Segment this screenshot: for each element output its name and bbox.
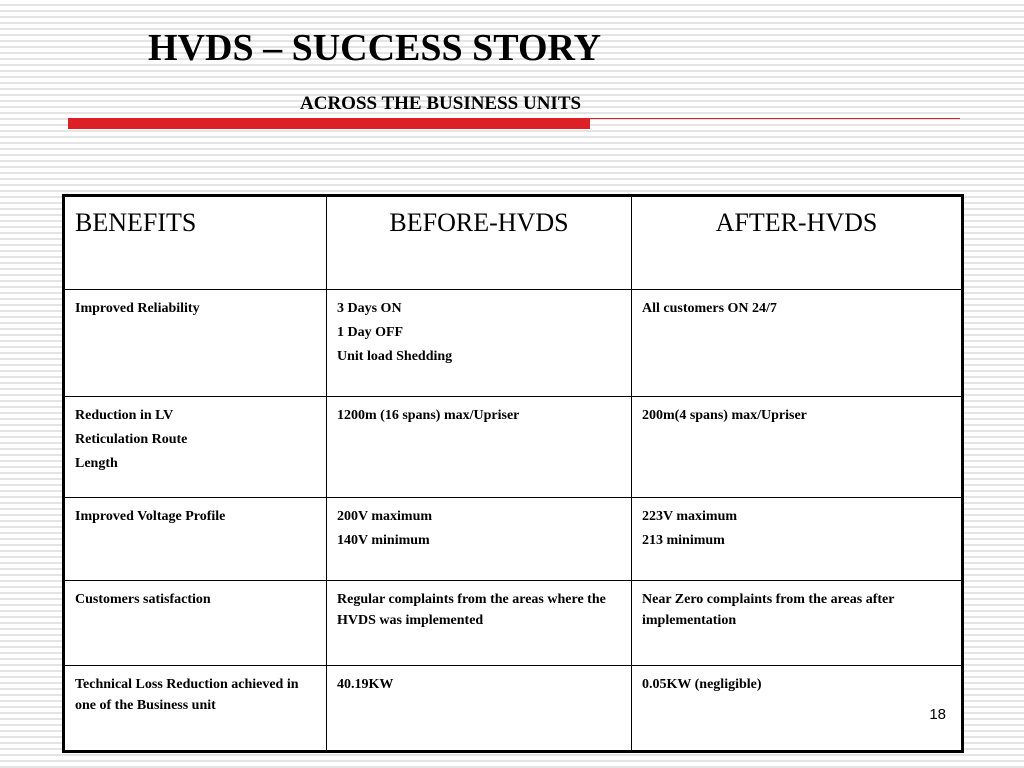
table-row [64,666,963,752]
before-cell [327,666,632,752]
cell-line: Near Zero complaints from the areas after implementation [642,592,895,628]
cell-line: All customers ON 24/7 [642,301,777,316]
before-cell [327,498,632,581]
before-cell [327,397,632,498]
cell-line: 1 Day OFF [337,325,404,340]
header-before-hvds: BEFORE-HVDS [327,196,632,290]
cell-line: Reticulation Route [75,432,188,447]
header-benefits: BENEFITS [64,196,327,290]
after-cell [632,498,963,581]
title-accent-bar [68,118,590,129]
table-row [64,581,963,666]
table-row [64,290,963,397]
before-cell [327,290,632,397]
benefit-cell [64,397,327,498]
title-accent-line [590,118,960,119]
benefits-table [62,194,964,753]
cell-line: 223V maximum [642,509,738,524]
benefit-cell [64,290,327,397]
table-header-row [64,196,963,290]
benefit-cell [64,498,327,581]
cell-line: 140V minimum [337,533,430,548]
benefit-cell [64,581,327,666]
cell-line: 0.05KW (negligible) [642,677,762,692]
before-cell [327,581,632,666]
cell-line: Improved Reliability [75,301,200,316]
cell-line: Unit load Shedding [337,349,453,364]
cell-line: 200V maximum [337,509,433,524]
benefit-cell [64,666,327,752]
cell-line: Improved Voltage Profile [75,509,226,524]
cell-line: Length [75,456,118,471]
after-cell [632,397,963,498]
cell-line: Regular complaints from the areas where the HVDS was implemented [337,592,606,628]
slide-subtitle: ACROSS THE BUSINESS UNITS [300,93,582,114]
cell-line: 3 Days ON [337,301,402,316]
cell-line: 213 minimum [642,533,725,548]
cell-line: Customers satisfaction [75,592,211,607]
slide-title: HVDS – SUCCESS STORY [148,27,602,69]
cell-line: 40.19KW [337,677,394,692]
table-row [64,397,963,498]
cell-line: 1200m (16 spans) max/Upriser [337,408,520,423]
cell-line: Reduction in LV [75,408,174,423]
header-after-hvds: AFTER-HVDS [632,196,963,290]
after-cell [632,581,963,666]
table-row [64,498,963,581]
after-cell [632,290,963,397]
cell-line: Technical Loss Reduction achieved in one of the Business unit [75,677,299,713]
page-number: 18 [929,706,946,723]
cell-line: 200m(4 spans) max/Upriser [642,408,807,423]
after-cell [632,666,963,752]
